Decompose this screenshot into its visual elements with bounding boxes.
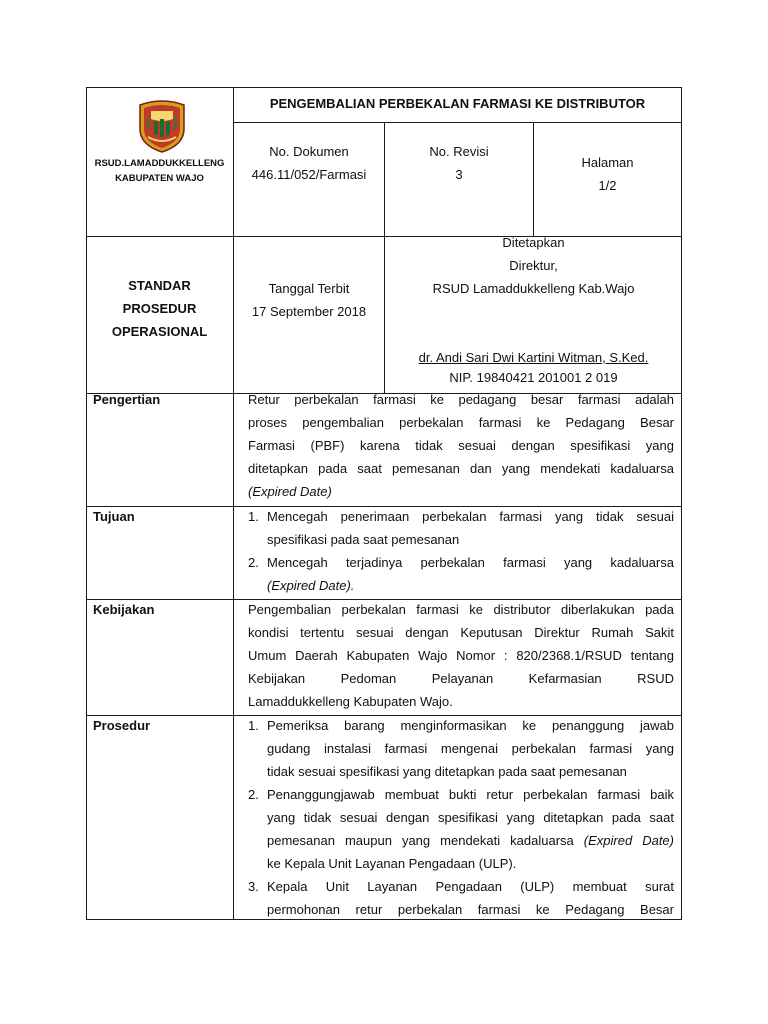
prosedur-line: ke Kepala Unit Layanan Pengadaan (ULP).	[267, 856, 517, 871]
halaman-value: 1/2	[598, 178, 617, 193]
list-number: 1.	[248, 509, 259, 524]
no-revisi-value: 3	[455, 167, 463, 182]
kebijakan-line: kondisi tertentu sesuai dengan Keputusan Direktur Rumah Sakit	[248, 625, 674, 640]
pengertian-line: Farmasi (PBF) karena tidak sesuai dengan spesifikasi yang	[248, 438, 674, 453]
hospital-region: KABUPATEN WAJO	[115, 173, 204, 184]
tujuan-line: Mencegah terjadinya perbekalan farmasi yang kadaluarsa	[267, 555, 674, 570]
tujuan-line: spesifikasi pada saat pemesanan	[267, 532, 460, 547]
sop-title-line: PROSEDUR	[122, 301, 197, 316]
kebijakan-line: Pengembalian perbekalan farmasi ke distributor diberlakukan pada	[248, 602, 674, 617]
no-dokumen-value: 446.11/052/Farmasi	[251, 167, 367, 182]
hospital-logo-icon	[136, 99, 188, 153]
section-label-prosedur: Prosedur	[93, 718, 151, 733]
kebijakan-line: Lamaddukkelleng Kabupaten Wajo.	[248, 694, 453, 709]
border-top	[86, 87, 682, 88]
sop-title-line: OPERASIONAL	[111, 324, 208, 339]
approval-line: RSUD Lamaddukkelleng Kab.Wajo	[432, 281, 635, 296]
no-revisi-label: No. Revisi	[429, 144, 489, 159]
prosedur-line: gudang instalasi farmasi mengenai perbekalan farmasi yang	[267, 741, 674, 756]
sop-title-line: STANDAR	[128, 278, 191, 293]
signer-nip: NIP. 19840421 201001 2 019	[449, 370, 618, 385]
row-divider	[233, 122, 682, 123]
kebijakan-line: Kebijakan Pedoman Pelayanan Kefarmasian RSUD	[248, 671, 674, 686]
list-number: 3.	[248, 879, 259, 894]
section-label-pengertian: Pengertian	[93, 392, 161, 407]
halaman-label: Halaman	[581, 155, 634, 170]
border-left	[86, 87, 87, 920]
prosedur-line: Kepala Unit Layanan Pengadaan (ULP) membuat surat	[267, 879, 674, 894]
prosedur-line: permohonan retur perbekalan farmasi ke Pedagang Besar	[267, 902, 674, 917]
tanggal-terbit-label: Tanggal Terbit	[268, 281, 350, 296]
pengertian-line: proses pengembalian perbekalan farmasi ke Pedagang Besar	[248, 415, 674, 430]
prosedur-line: Pemeriksa barang menginformasikan ke penanggung jawab	[267, 718, 674, 733]
section-label-tujuan: Tujuan	[93, 509, 135, 524]
approval-line: Direktur,	[509, 258, 558, 273]
tujuan-line: Mencegah penerimaan perbekalan farmasi yang tidak sesuai	[267, 509, 674, 524]
document-title: PENGEMBALIAN PERBEKALAN FARMASI KE DISTRIBUTOR	[269, 96, 646, 111]
column-divider	[233, 87, 234, 920]
no-dokumen-label: No. Dokumen	[269, 144, 349, 159]
prosedur-line: yang tidak sesuai dengan spesifikasi yang ditetapkan pada saat	[267, 810, 674, 825]
approval-line: Ditetapkan	[502, 235, 565, 250]
pengertian-line: ditetapkan pada saat pemesanan dan yang mendekati kadaluarsa	[248, 461, 674, 476]
prosedur-line: Penanggungjawab membuat bukti retur perbekalan farmasi baik	[267, 787, 674, 802]
hospital-name: RSUD.LAMADDUKKELLENG	[94, 158, 225, 169]
pengertian-line: Retur perbekalan farmasi ke pedagang besar farmasi adalah	[248, 392, 674, 407]
pengertian-line: (Expired Date)	[248, 484, 332, 499]
section-label-kebijakan: Kebijakan	[93, 602, 155, 617]
list-number: 1.	[248, 718, 259, 733]
tujuan-line: (Expired Date).	[267, 578, 355, 593]
list-number: 2.	[248, 787, 259, 802]
prosedur-line: tidak sesuai spesifikasi yang ditetapkan pada saat pemesanan	[267, 764, 627, 779]
sop-document-table	[86, 87, 682, 920]
border-right	[681, 87, 682, 920]
tanggal-terbit-date: 17 September 2018	[251, 304, 367, 319]
signer-name: dr. Andi Sari Dwi Kartini Witman, S.Ked.	[418, 350, 649, 365]
prosedur-line: pemesanan maupun yang mendekati kadaluarsa (Expired Date)	[267, 833, 674, 848]
kebijakan-line: Umum Daerah Kabupaten Wajo Nomor : 820/2368.1/RSUD tentang	[248, 648, 674, 663]
list-number: 2.	[248, 555, 259, 570]
